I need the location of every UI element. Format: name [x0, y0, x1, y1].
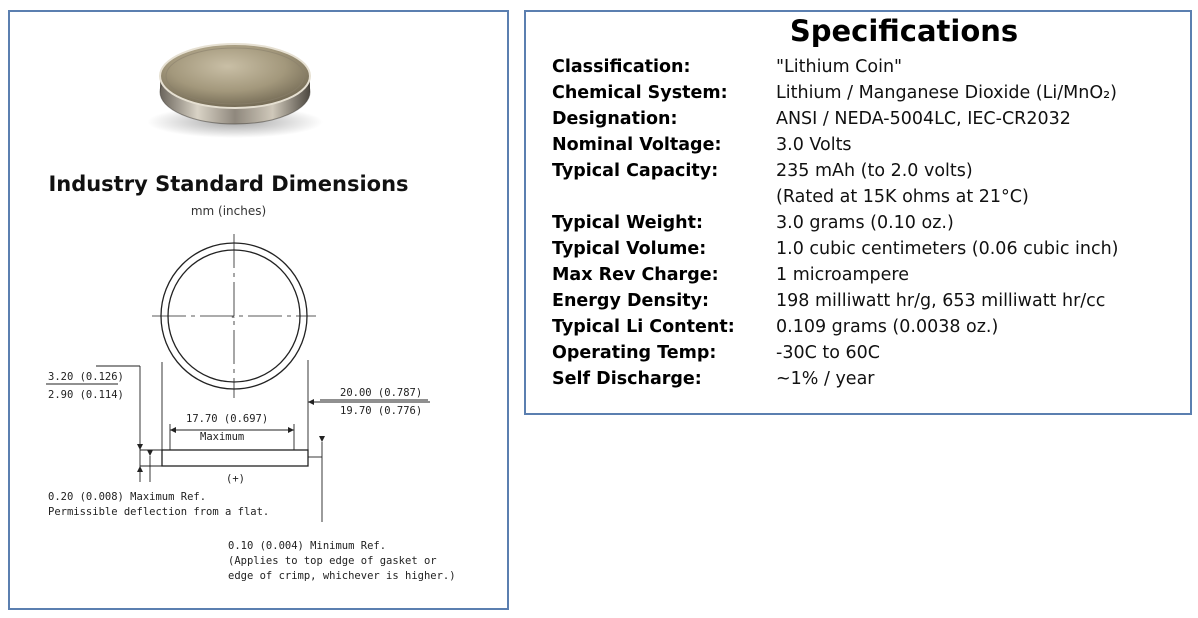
spec-row — [552, 132, 1180, 158]
flat-width-label: 17.70 (0.697) — [186, 413, 269, 425]
spec-values — [776, 106, 1180, 132]
dimensions-units: mm (inches) — [190, 204, 267, 218]
spec-value: 198 milliwatt hr/g, 653 milliwatt hr/cc — [776, 291, 1106, 311]
dimensions-title: Industry Standard Dimensions — [48, 172, 409, 196]
spec-values — [776, 366, 1180, 392]
spec-label: Typical Li Content: — [552, 317, 735, 337]
spec-value: 3.0 Volts — [776, 135, 852, 155]
spec-label: Chemical System: — [552, 83, 728, 103]
spec-values — [776, 80, 1180, 106]
spec-label: Self Discharge: — [552, 369, 702, 389]
deflection-note-line-2: Permissible deflection from a flat. — [48, 506, 270, 518]
spec-label: Typical Weight: — [552, 213, 703, 233]
specifications-title: Specifications — [789, 14, 1019, 48]
spec-value: ~1% / year — [776, 369, 875, 389]
spec-values — [776, 54, 1180, 80]
spec-row — [552, 210, 1180, 236]
spec-value: 1.0 cubic centimeters (0.06 cubic inch) — [776, 239, 1119, 259]
spec-label: Designation: — [552, 109, 678, 129]
spec-value: Lithium / Manganese Dioxide (Li/MnO₂) — [776, 83, 1117, 103]
spec-label: Max Rev Charge: — [552, 265, 719, 285]
spec-value: 0.109 grams (0.0038 oz.) — [776, 317, 999, 337]
spec-value: ANSI / NEDA-5004LC, IEC-CR2032 — [776, 109, 1071, 129]
gasket-note-line-2: (Applies to top edge of gasket or — [228, 555, 437, 567]
spec-value: 235 mAh (to 2.0 volts) — [776, 161, 973, 181]
height-min-label: 2.90 (0.114) — [48, 389, 124, 401]
spec-row — [552, 54, 1180, 80]
spec-values — [776, 340, 1180, 366]
spec-label: Typical Capacity: — [552, 161, 719, 181]
dimensions-panel — [8, 10, 509, 610]
spec-label: Operating Temp: — [552, 343, 717, 363]
spec-row — [552, 262, 1180, 288]
spec-label: Typical Volume: — [552, 239, 707, 259]
spec-row — [552, 158, 1180, 210]
spec-row — [552, 288, 1180, 314]
specifications-panel — [524, 10, 1192, 415]
spec-row — [552, 106, 1180, 132]
spec-values — [776, 132, 1180, 158]
specifications-list — [552, 54, 1180, 392]
center-mark: - — [230, 311, 237, 323]
deflection-note-line-1: 0.20 (0.008) Maximum Ref. — [48, 491, 207, 503]
spec-value: 3.0 grams (0.10 oz.) — [776, 213, 954, 233]
spec-values — [776, 288, 1180, 314]
spec-row — [552, 340, 1180, 366]
flat-width-qualifier: Maximum — [200, 431, 245, 443]
spec-value: -30C to 60C — [776, 343, 880, 363]
spec-label: Energy Density: — [552, 291, 709, 311]
spec-label: Nominal Voltage: — [552, 135, 722, 155]
spec-label: Classification: — [552, 57, 691, 77]
spec-values — [776, 210, 1180, 236]
spec-row — [552, 366, 1180, 392]
spec-values — [776, 314, 1180, 340]
spec-values — [776, 158, 1180, 210]
spec-row — [552, 80, 1180, 106]
dimension-drawing — [10, 12, 507, 608]
height-max-label: 3.20 (0.126) — [48, 371, 124, 383]
spec-value: 1 microampere — [776, 265, 909, 285]
spec-row — [552, 236, 1180, 262]
diameter-max-label: 20.00 (0.787) — [340, 387, 423, 399]
diameter-min-label: 19.70 (0.776) — [340, 405, 423, 417]
spec-row — [552, 314, 1180, 340]
spec-values — [776, 236, 1180, 262]
spec-value: "Lithium Coin" — [776, 57, 903, 77]
spec-values — [776, 262, 1180, 288]
polarity-label: (+) — [226, 473, 245, 485]
gasket-note-line-1: 0.10 (0.004) Minimum Ref. — [228, 540, 387, 552]
spec-value: (Rated at 15K ohms at 21°C) — [776, 187, 1029, 207]
gasket-note-line-3: edge of crimp, whichever is higher.) — [228, 570, 456, 582]
